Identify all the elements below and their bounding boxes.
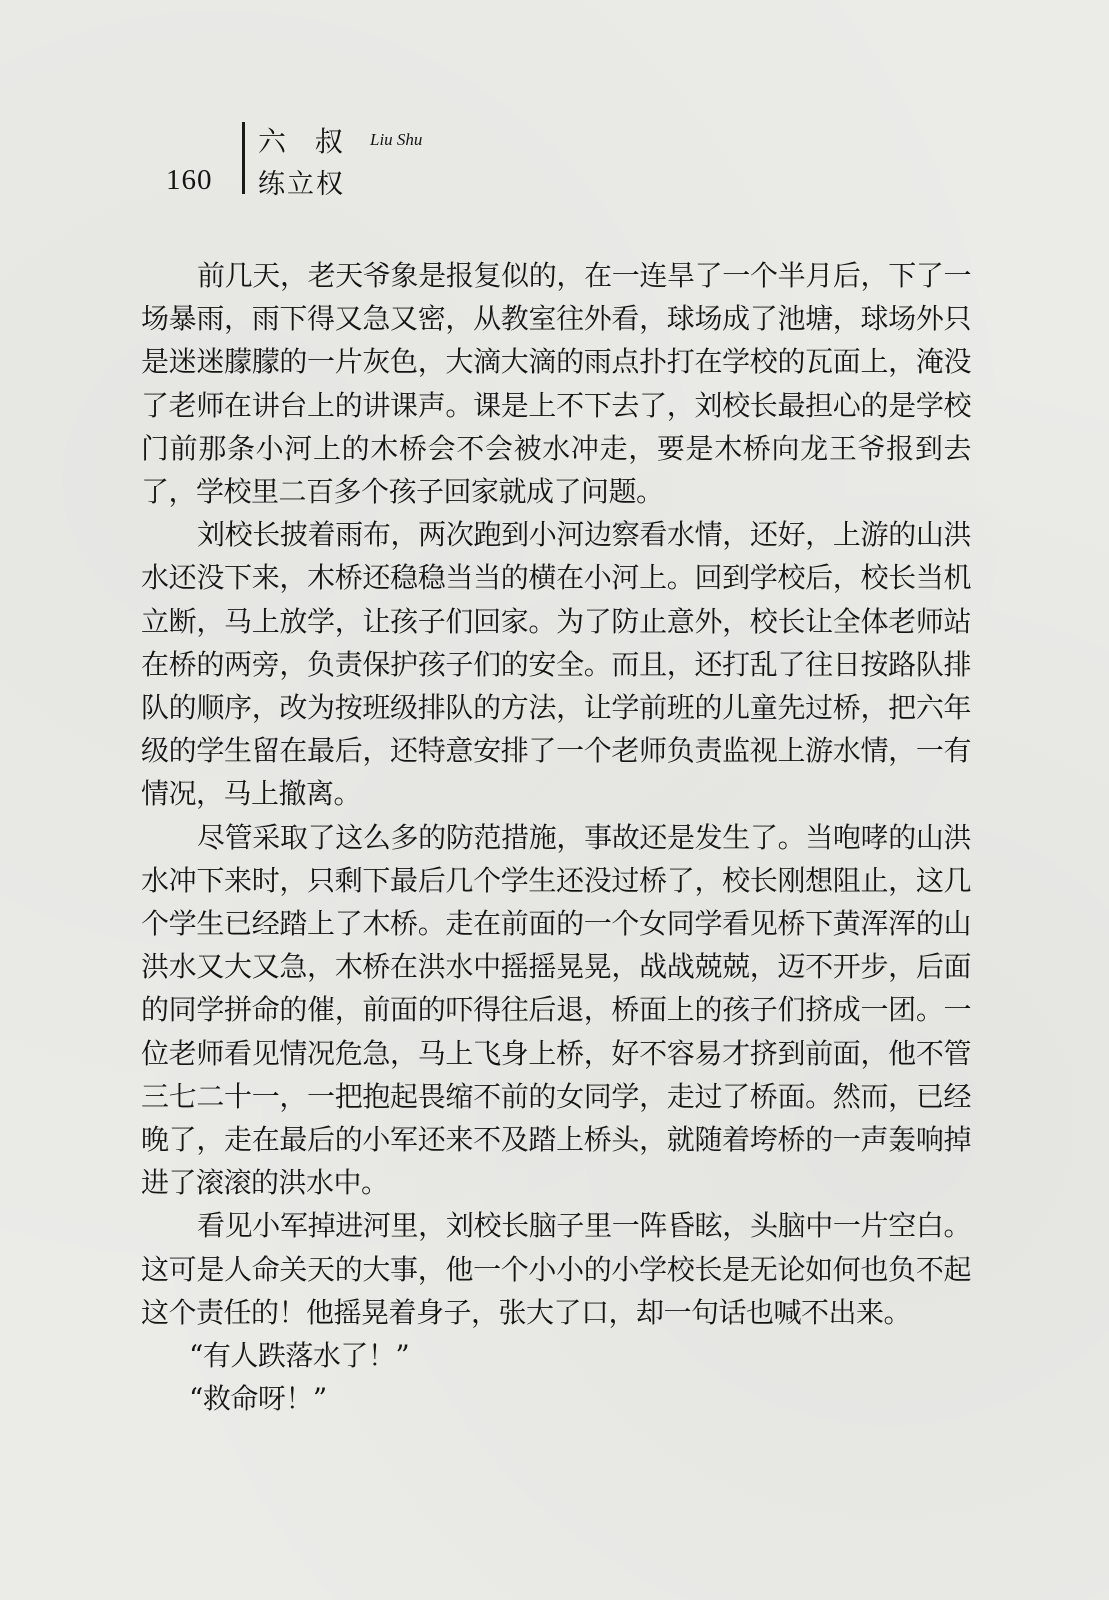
dialogue-line-1: “有人跌落水了！” <box>189 1339 410 1373</box>
story-body <box>141 254 971 1420</box>
paragraph-1: 前几天，老天爷象是报复似的，在一连旱了一个半月后，下了一场暴雨，雨下得又急又密，从教室往外看，球场成了池塘，球场外只是迷迷朦朦的一片灰色，大滴大滴的雨点扑打在学校的瓦面上，淹没了老师在讲台上的讲课声。课是上不下去了，刘校长最担心的是学校门前那条小河上的木桥会不会被水冲走，要是木桥向龙王爷报到去了，学校里二百多个孩子回家就成了问题。 <box>141 259 971 509</box>
header-divider <box>242 122 245 194</box>
page-header <box>166 120 666 210</box>
dialogue-line-2: “救命呀！” <box>189 1382 327 1416</box>
author-name: 练立权 <box>258 169 345 200</box>
story-title: 六 叔 <box>258 125 353 158</box>
paragraph-4: 看见小军掉进河里，刘校长脑子里一阵昏眩，头脑中一片空白。这可是人命关天的大事，他一个小小的小学校长是无论如何也负不起这个责任的！他摇晃着身子，张大了口，却一句话也喊不出来。 <box>141 1209 971 1329</box>
paragraph-2: 刘校长披着雨布，两次跑到小河边察看水情，还好，上游的山洪水还没下来，木桥还稳稳当当的横在小河上。回到学校后，校长当机立断，马上放学，让孩子们回家。为了防止意外，校长让全体老师站在桥的两旁，负责保护孩子们的安全。而且，还打乱了往日按路队排队的顺序，改为按班级排队的方法，让学前班的儿童先过桥，把六年级的学生留在最后，还特意安排了一个老师负责监视上游水情，一有情况，马上撤离。 <box>141 518 971 811</box>
story-title-pinyin: Liu Shu <box>370 130 423 149</box>
page-number: 160 <box>166 164 213 196</box>
paragraph-3: 尽管采取了这么多的防范措施，事故还是发生了。当咆哮的山洪水冲下来时，只剩下最后几个学生还没过桥了，校长刚想阻止，这几个学生已经踏上了木桥。走在前面的一个女同学看见桥下黄浑浑的山洪水又大又急，木桥在洪水中摇摇晃晃，战战兢兢，迈不开步，后面的同学拼命的催，前面的吓得往后退，桥面上的孩子们挤成一团。一位老师看见情况危急，马上飞身上桥，好不容易才挤到前面，他不管三七二十一，一把抱起畏缩不前的女同学，走过了桥面。然而，已经晚了，走在最后的小军还来不及踏上桥头，就随着垮桥的一声轰响掉进了滚滚的洪水中。 <box>141 820 971 1200</box>
